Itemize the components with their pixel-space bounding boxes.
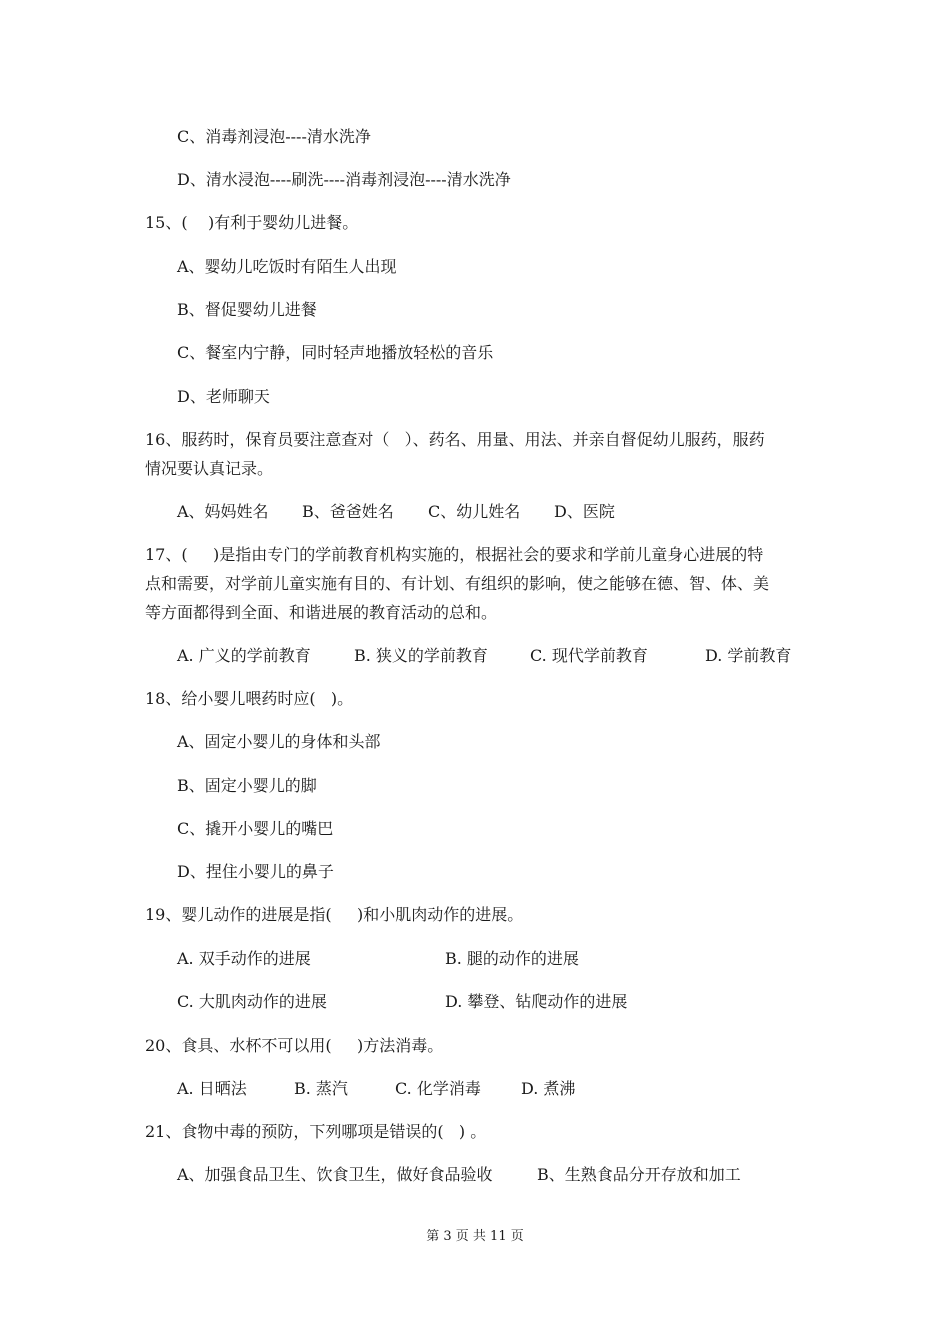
option-c-q16: C、幼儿姓名 — [428, 502, 521, 521]
option-b-q19: B. 腿的动作的进展 — [445, 949, 579, 968]
option-c-q19: C. 大肌肉动作的进展 — [177, 992, 327, 1011]
option-b-q18: B、固定小婴儿的脚 — [177, 776, 317, 795]
option-d-q18: D、捏住小婴儿的鼻子 — [177, 862, 334, 881]
option-c-q18: C、撬开小婴儿的嘴巴 — [177, 819, 334, 838]
option-a-q15: A、婴幼儿吃饭时有陌生人出现 — [177, 257, 397, 276]
option-d-q20: D. 煮沸 — [521, 1079, 576, 1098]
option-d-q16: D、医院 — [554, 502, 615, 521]
option-d-q19: D. 攀登、钻爬动作的进展 — [445, 992, 628, 1011]
option-c-q14: C、消毒剂浸泡----清水洗净 — [177, 127, 371, 146]
option-b-q21: B、生熟食品分开存放和加工 — [537, 1165, 741, 1184]
question-17-line-3: 等方面都得到全面、和谐进展的教育活动的总和。 — [145, 603, 498, 622]
option-b-q15: B、督促婴幼儿进餐 — [177, 300, 317, 319]
option-c-q17: C. 现代学前教育 — [530, 646, 648, 665]
option-a-q21: A、加强食品卫生、饮食卫生，做好食品验收 — [177, 1165, 493, 1184]
option-c-q20: C. 化学消毒 — [395, 1079, 481, 1098]
option-b-q16: B、爸爸姓名 — [302, 502, 394, 521]
question-16-line-1: 16、服药时，保育员要注意查对（ ）、药名、用量、用法、并亲自督促幼儿服药，服药 — [145, 430, 765, 449]
option-b-q17: B. 狭义的学前教育 — [354, 646, 488, 665]
question-16-line-2: 情况要认真记录。 — [145, 459, 274, 478]
option-b-q20: B. 蒸汽 — [294, 1079, 348, 1098]
question-20: 20、食具、水杯不可以用( )方法消毒。 — [145, 1036, 444, 1055]
option-a-q17: A. 广义的学前教育 — [177, 646, 311, 665]
question-18: 18、给小婴儿喂药时应( )。 — [145, 689, 354, 708]
question-21: 21、食物中毒的预防，下列哪项是错误的( ) 。 — [145, 1122, 487, 1141]
question-15: 15、( )有利于婴幼儿进餐。 — [145, 213, 359, 232]
option-d-q14: D、清水浸泡----刷洗----消毒剂浸泡----清水洗净 — [177, 170, 511, 189]
option-d-q15: D、老师聊天 — [177, 387, 270, 406]
option-c-q15: C、餐室内宁静，同时轻声地播放轻松的音乐 — [177, 343, 494, 362]
question-17-line-1: 17、( )是指由专门的学前教育机构实施的，根据社会的要求和学前儿童身心进展的特 — [145, 545, 764, 564]
question-19: 19、婴儿动作的进展是指( )和小肌肉动作的进展。 — [145, 905, 524, 924]
option-a-q18: A、固定小婴儿的身体和头部 — [177, 732, 381, 751]
option-d-q17: D. 学前教育 — [705, 646, 792, 665]
question-17-line-2: 点和需要，对学前儿童实施有目的、有计划、有组织的影响，使之能够在德、智、体、美 — [145, 574, 770, 593]
page-footer: 第 3 页 共 11 页 — [426, 1229, 524, 1244]
option-a-q16: A、妈妈姓名 — [177, 502, 269, 521]
option-a-q20: A. 日晒法 — [177, 1079, 247, 1098]
option-a-q19: A. 双手动作的进展 — [177, 949, 311, 968]
